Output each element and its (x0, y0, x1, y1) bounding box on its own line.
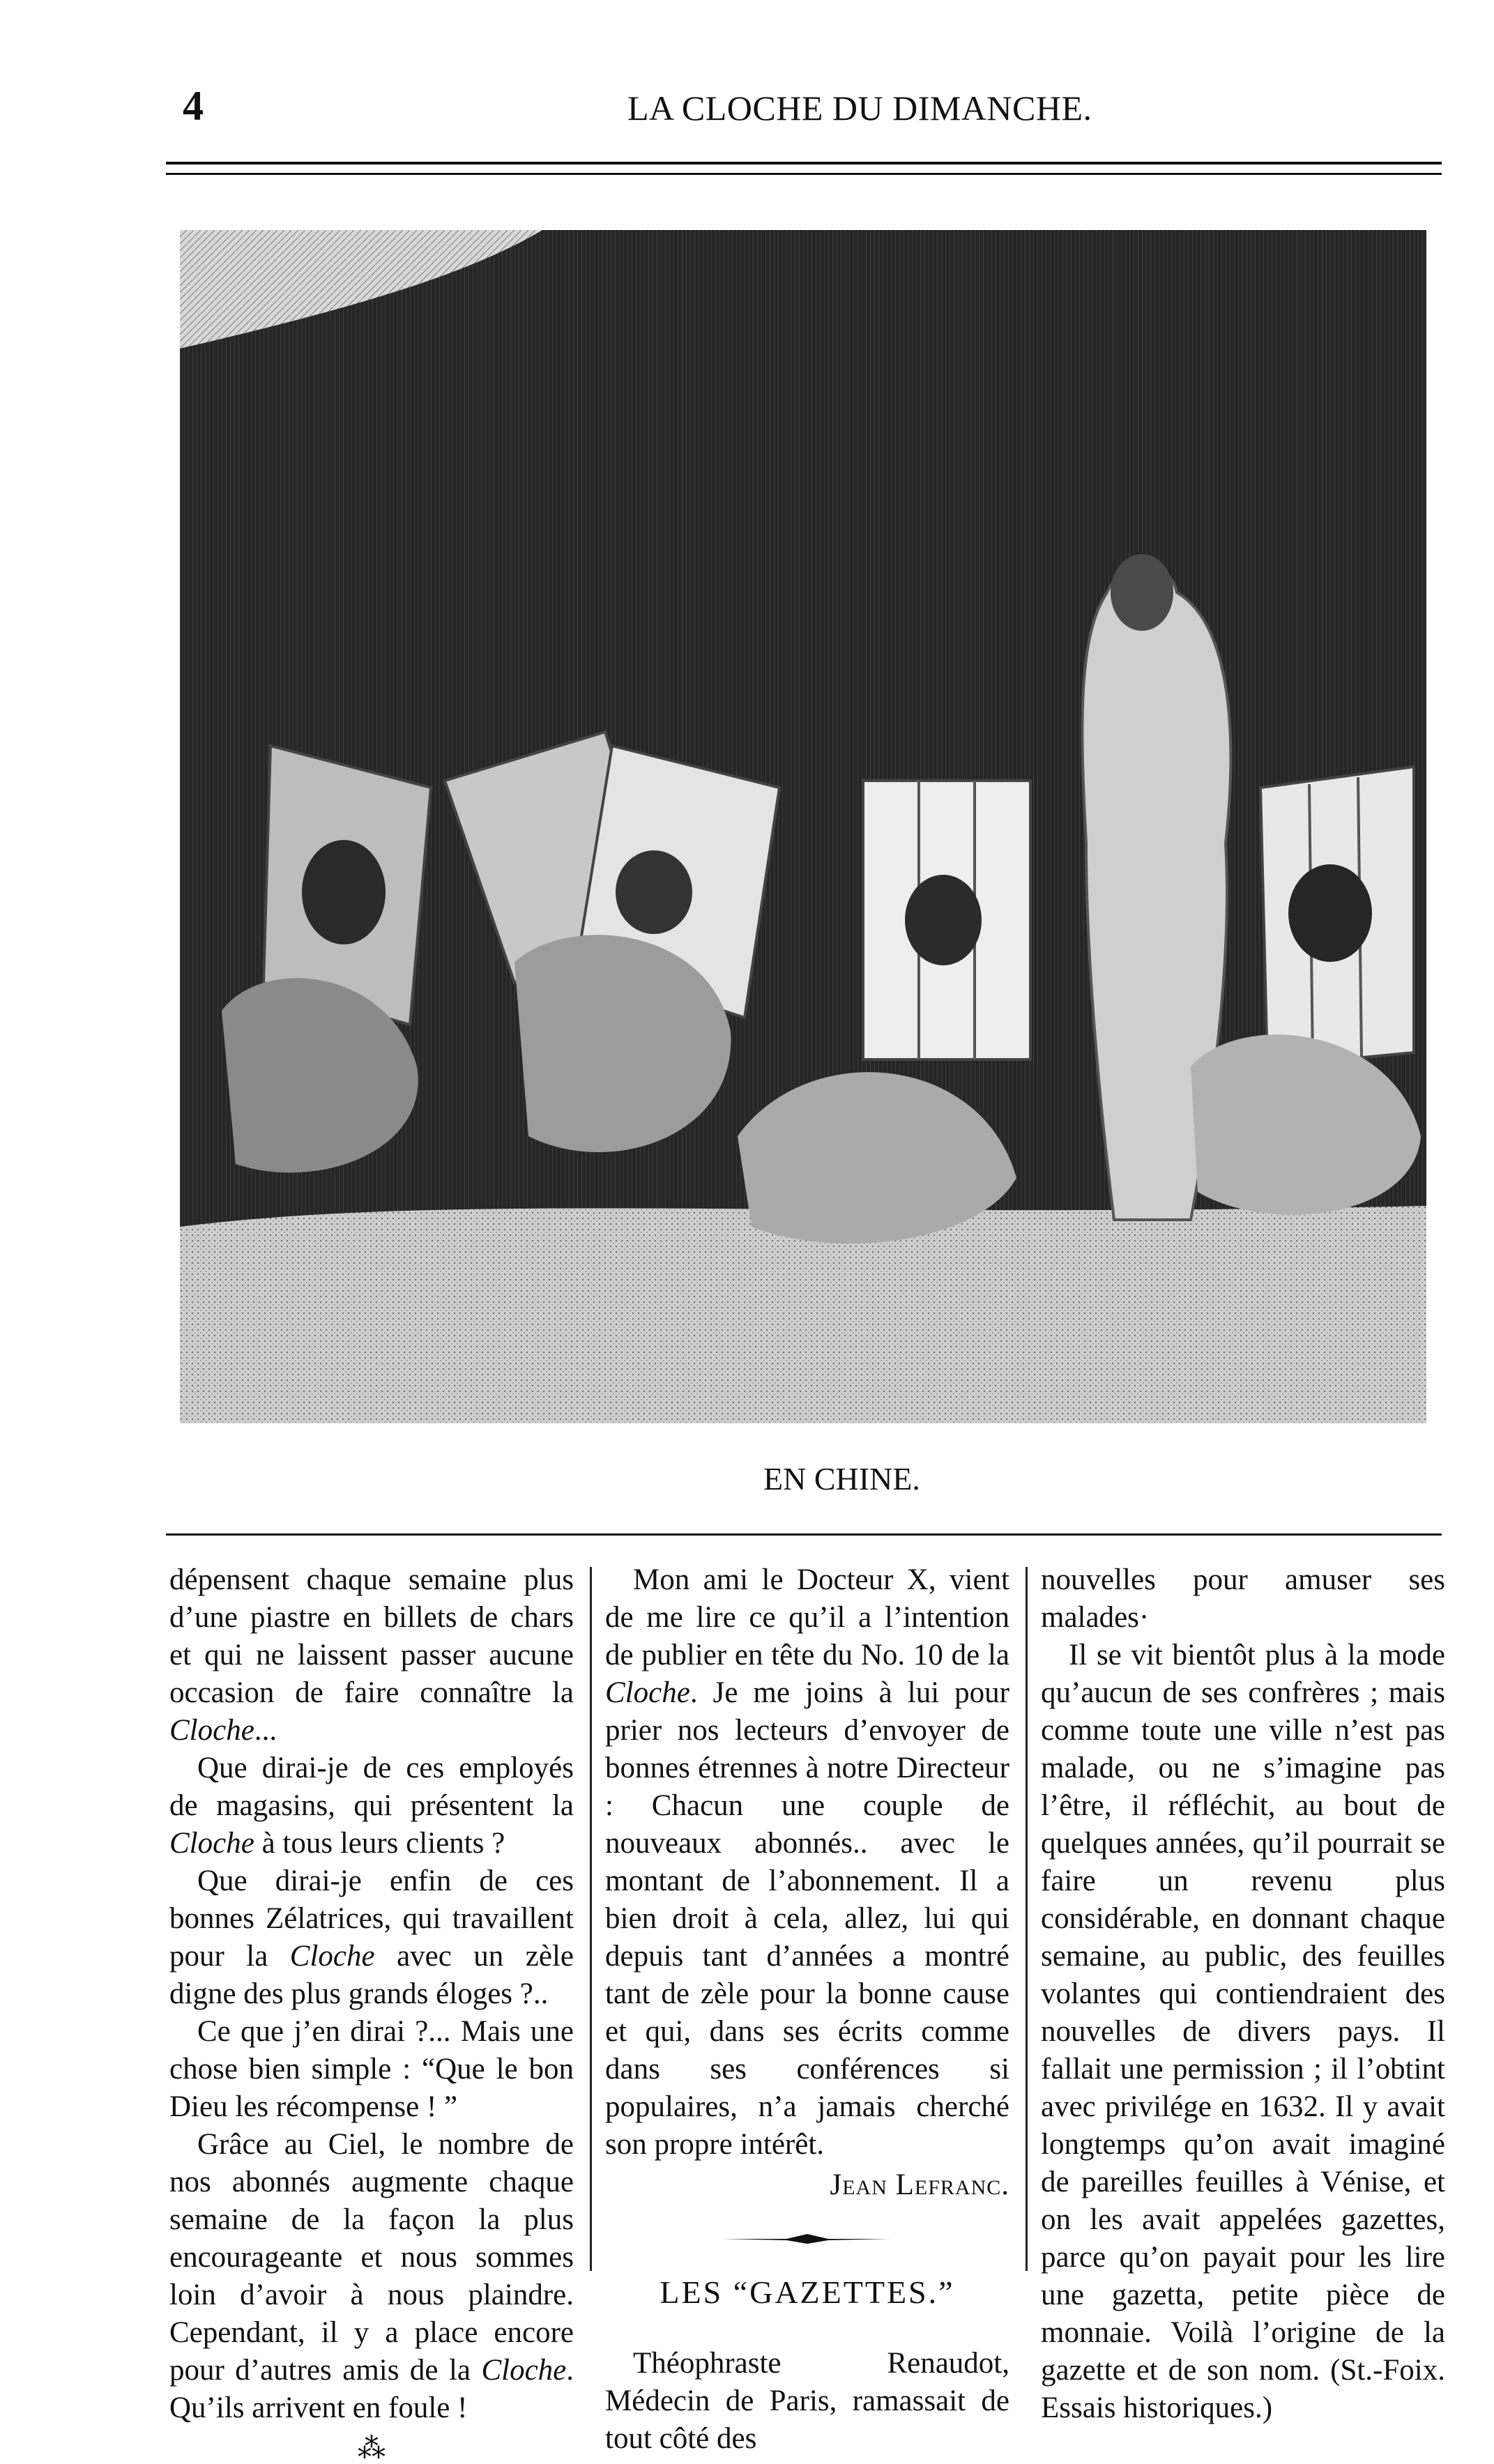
col3-paragraph-1: nouvelles pour amuser ses malades· (1041, 1563, 1445, 1634)
column-divider-1 (590, 1567, 592, 2271)
column-1 (169, 1561, 574, 2464)
asterism-ornament: ⁂ (358, 2433, 386, 2464)
column-2 (605, 1561, 1009, 2458)
illustration-caption: EN CHINE. (763, 1461, 920, 1497)
prisoners-in-cangues-image (180, 230, 1426, 1423)
col2-paragraph-2: Théophraste Renaudot, Médecin de Paris, ramassait de tout côté des (605, 2347, 1009, 2455)
col1-paragraph-5: Grâce au Ciel, le nombre de nos abonnés augmente chaque semaine de la façon la plus encourageante et nous sommes loin d’avoir à nous plaindre. Cependant, il y a place encore pour d’autres amis de la Cloche. Qu’ils arrivent en foule ! (169, 2128, 574, 2424)
col1-paragraph-3: Que dirai-je enfin de ces bonnes Zélatrices, qui travaillent pour la Cloche avec un zèle digne des plus grands éloges ?.. (169, 1865, 574, 2010)
header-double-rule (166, 162, 1442, 175)
section-title-gazettes: LES “GAZETTES.” (660, 2274, 955, 2310)
engraving-illustration (180, 230, 1426, 1423)
dash-ornament (724, 2232, 891, 2246)
section-rule (166, 1533, 1442, 1536)
author-signature: Jean Lefranc. (830, 2168, 1009, 2201)
col1-paragraph-2: Que dirai-je de ces employés de magasins, qui présentent la Cloche à tous leurs clients ? (169, 1752, 574, 1860)
col1-paragraph-4: Ce que j’en dirai ?... Mais une chose bien simple : “Que le bon Dieu les récompense ! ” (169, 2015, 574, 2123)
column-divider-2 (1026, 1567, 1028, 2271)
column-3 (1041, 1561, 1445, 2427)
col3-paragraph-2: Il se vit bientôt plus à la mode qu’aucun de ses confrères ; mais comme toute une ville n’est pas malade, ou ne s’imagine pas l’être, il réfléchit, au bout de quelques années, qu’il pourrait se faire un revenu plus considérable, en donnant chaque semaine, au public, des feuilles volantes qui contiendraient des nouvelles de divers pays. Il fallait une permission ; il l’obtint avec privilége en 1632. Il y avait longtemps qu’on avait imaginé de pareilles feuilles à Vénise, et on les avait appelées gazettes, parce qu’on payait pour les lire une gazetta, petite pièce de monnaie. Voilà l’origine de la gazette et de son nom. (St.-Foix. Essais historiques.) (1041, 1639, 1445, 2424)
col2-paragraph-1: Mon ami le Docteur X, vient de me lire ce qu’il a l’intention de publier en tête du No. 10 de la Cloche. Je me joins à lui pour prier nos lecteurs d’envoyer de bonnes étrennes à notre Directeur : Chacun une couple de nouveaux abonnés.. avec le montant de l’abonnement. Il a bien droit à cela, allez, lui qui depuis tant d’années a montré tant de zèle pour la bonne cause et qui, dans ses écrits comme dans ses conférences si populaires, n’a jamais cherché son propre intérêt. (605, 1563, 1009, 2161)
running-title: LA CLOCHE DU DIMANCHE. (627, 89, 1092, 128)
page-number: 4 (183, 83, 204, 129)
col1-paragraph-1: dépensent chaque semaine plus d’une piastre en billets de chars et qui ne laissent passer aucune occasion de faire connaître la Cloche... (169, 1563, 574, 1747)
